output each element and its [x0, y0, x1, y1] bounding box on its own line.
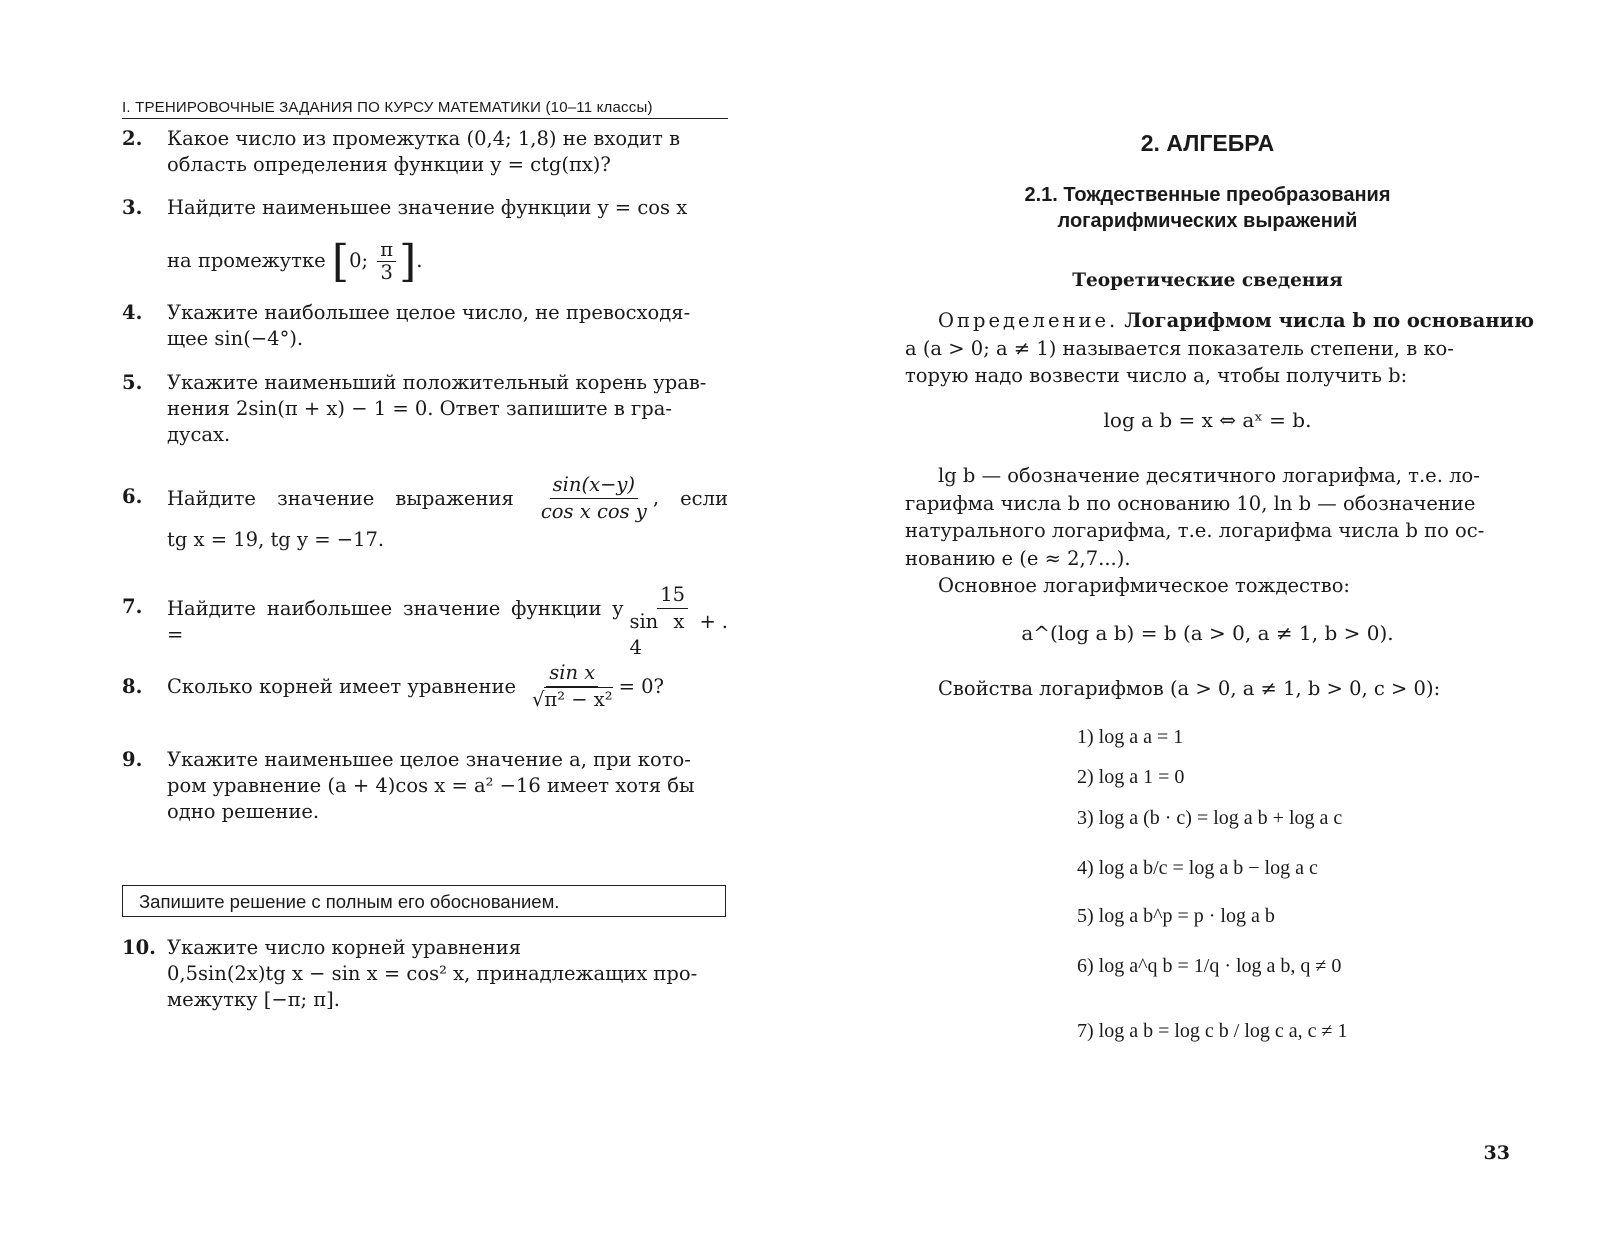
section-title: 2.1. Тождественные преобразования логарифмических выражений	[1024, 184, 1391, 232]
page-number: 33	[1483, 1142, 1510, 1164]
task-6-line-1: Найдите значение выражения $\frac{\sin(x-y)}{\text{cos x cos y}}$ , если	[167, 473, 728, 523]
task-text: нения 2sin(π + x) − 1 = 0. Ответ запишите в гра-	[167, 397, 672, 420]
task-number: 9.	[122, 748, 143, 771]
bracket-right: ]	[399, 235, 417, 287]
formula-log-definition: log a b = x ⇔ aˣ = b.	[1103, 408, 1312, 432]
task-number: 7.	[122, 595, 143, 618]
task-text: tg x = 19, tg y = −17.	[167, 528, 385, 551]
instruction-box: Запишите решение с полным его обоснованием.	[122, 885, 726, 917]
property-2: 2) log a 1 = 0	[1077, 766, 1185, 788]
task-number: 3.	[122, 196, 143, 219]
task-text: область определения функции y = ctg(πx)?	[167, 153, 611, 176]
chapter-title: 2. АЛГЕБРА	[1140, 130, 1275, 156]
property-7: 7) log a b = log c b / log c a, c ≠ 1	[1077, 1020, 1348, 1042]
task-text: Укажите наибольшее целое число, не превосходя-	[167, 301, 691, 324]
definition-term: Логарифмом числа b по основанию	[1124, 309, 1534, 332]
task-text: Укажите наименьшее целое значение a, при кото-	[167, 748, 691, 771]
task-number: 4.	[122, 301, 143, 324]
task-number: 6.	[122, 485, 143, 508]
theory-heading: Теоретические сведения	[1072, 270, 1343, 291]
properties-label: Свойства логарифмов (a > 0, a ≠ 1, b > 0, c > 0):	[938, 677, 1441, 700]
task-text: 0,5sin(2x)tg x − sin x = cos² x, принадлежащих про-	[167, 962, 698, 985]
property-6: 6) log a^q b = 1/q · log a b, q ≠ 0	[1077, 955, 1342, 977]
task-text: Сколько корней имеет уравнение	[167, 674, 516, 698]
definition-label: Определение.	[938, 309, 1119, 332]
task-text: Укажите наименьший положительный корень урав-	[167, 371, 707, 394]
task-text: Найдите наибольшее значение функции y =	[167, 596, 624, 646]
definition-paragraph: Определение. Логарифмом числа b по основанию a (a > 0; a ≠ 1) называется показатель степени, в ко- торую надо возвести число a, чтобы получить b:	[905, 309, 1534, 387]
sqrt-icon: √	[531, 688, 545, 711]
task-text: межутку [−π; π].	[167, 988, 340, 1011]
lg-ln-paragraph: lg b — обозначение десятичного логарифма, т.е. ло- гарифма числа b по основанию 10, ln b — обозначение натурального логарифма, т.е. логарифма числа b по ос- нованию e (e ≈ 2,7...). Основное логарифмическое тождество:	[905, 462, 1510, 600]
property-3: 3) log a (b · c) = log a b + log a c	[1077, 807, 1343, 829]
task-number: 2.	[122, 127, 143, 150]
task-text: одно решение.	[167, 800, 320, 823]
running-head: I. ТРЕНИРОВОЧНЫЕ ЗАДАНИЯ ПО КУРСУ МАТЕМАТИКИ (10–11 классы)	[122, 99, 728, 119]
bracket-left: [	[331, 235, 350, 287]
right-page	[905, 0, 1534, 1258]
property-4: 4) log a b/c = log a b − log a c	[1077, 857, 1318, 879]
task-number: 5.	[122, 371, 143, 394]
formula-log-identity: a^(log a b) = b (a > 0, a ≠ 1, b > 0).	[1021, 621, 1394, 645]
task-text-interval: на промежутке [0; $\frac{\pi}{3}$ ].	[167, 235, 423, 287]
task-text: Найдите наименьшее значение функции y = cos x	[167, 196, 688, 219]
fraction: $\frac{\text{sin x}}{\text{√π² − x²}}$	[531, 661, 613, 711]
fraction: $\frac{\pi}{3}$	[377, 239, 396, 284]
fraction-expression: $\frac{\sin(x-y)}{\text{cos x cos y}}$ ,	[540, 473, 660, 523]
task-text: Какое число из промежутка (0,4; 1,8) не входит в	[167, 127, 681, 150]
task-text: дусах.	[167, 423, 231, 446]
task-text: щее sin(−4°).	[167, 327, 304, 350]
task-text: Укажите число корней уравнения	[167, 936, 522, 959]
property-1: 1) log a a = 1	[1077, 726, 1184, 748]
task-number: 10.	[122, 936, 156, 959]
fraction: $\frac{15}{\text{sin x + 4}}$	[629, 583, 716, 659]
task-number: 8.	[122, 675, 143, 698]
left-page: I. ТРЕНИРОВОЧНЫЕ ЗАДАНИЯ ПО КУРСУ МАТЕМАТИКИ (10–11 классы) 2. Какое число из промежутка (0,4; 1,8) не входит в область определения функции y = ctg(πx)? 3. Найдите наименьшее значение функции y = cos x на промежутке [0; $\frac{\pi}{3}$ ]. 4. Укажите наибольшее целое число, не превосходя- щее sin(−4°). 5. Укажите наименьший положительный корень урав- нения 2sin(π + x) − 1 = 0. Ответ запишите в гра- дусах. 6. Найдите значение выражения $\frac{\sin(x-y)}{\text{cos x cos y}}$ , если tg x = 19, tg y = −17. 7. Найдите наибольшее значение функции y = $\frac{15}{\text{sin x + 4}}$ . 8. Сколько корней имеет уравнение $\frac{\text{sin x}}{\text{√π² − x²}}$ = 0? 9. Укажите наименьшее целое значение a, при кото- ром уравнение (a + 4)cos x = a² −16 имеет хотя бы одно решение. Запишите решение с полным его обоснованием. 10. Укажите число корней уравнения 0,5sin(2x)tg x − sin x = cos² x, принадлежащих про- межутку [−π; π].	[122, 99, 728, 1011]
task-text: ром уравнение (a + 4)cos x = a² −16 имеет хотя бы	[167, 774, 695, 797]
property-5: 5) log a b^p = p · log a b	[1077, 905, 1275, 927]
identity-label: Основное логарифмическое тождество:	[938, 574, 1351, 597]
